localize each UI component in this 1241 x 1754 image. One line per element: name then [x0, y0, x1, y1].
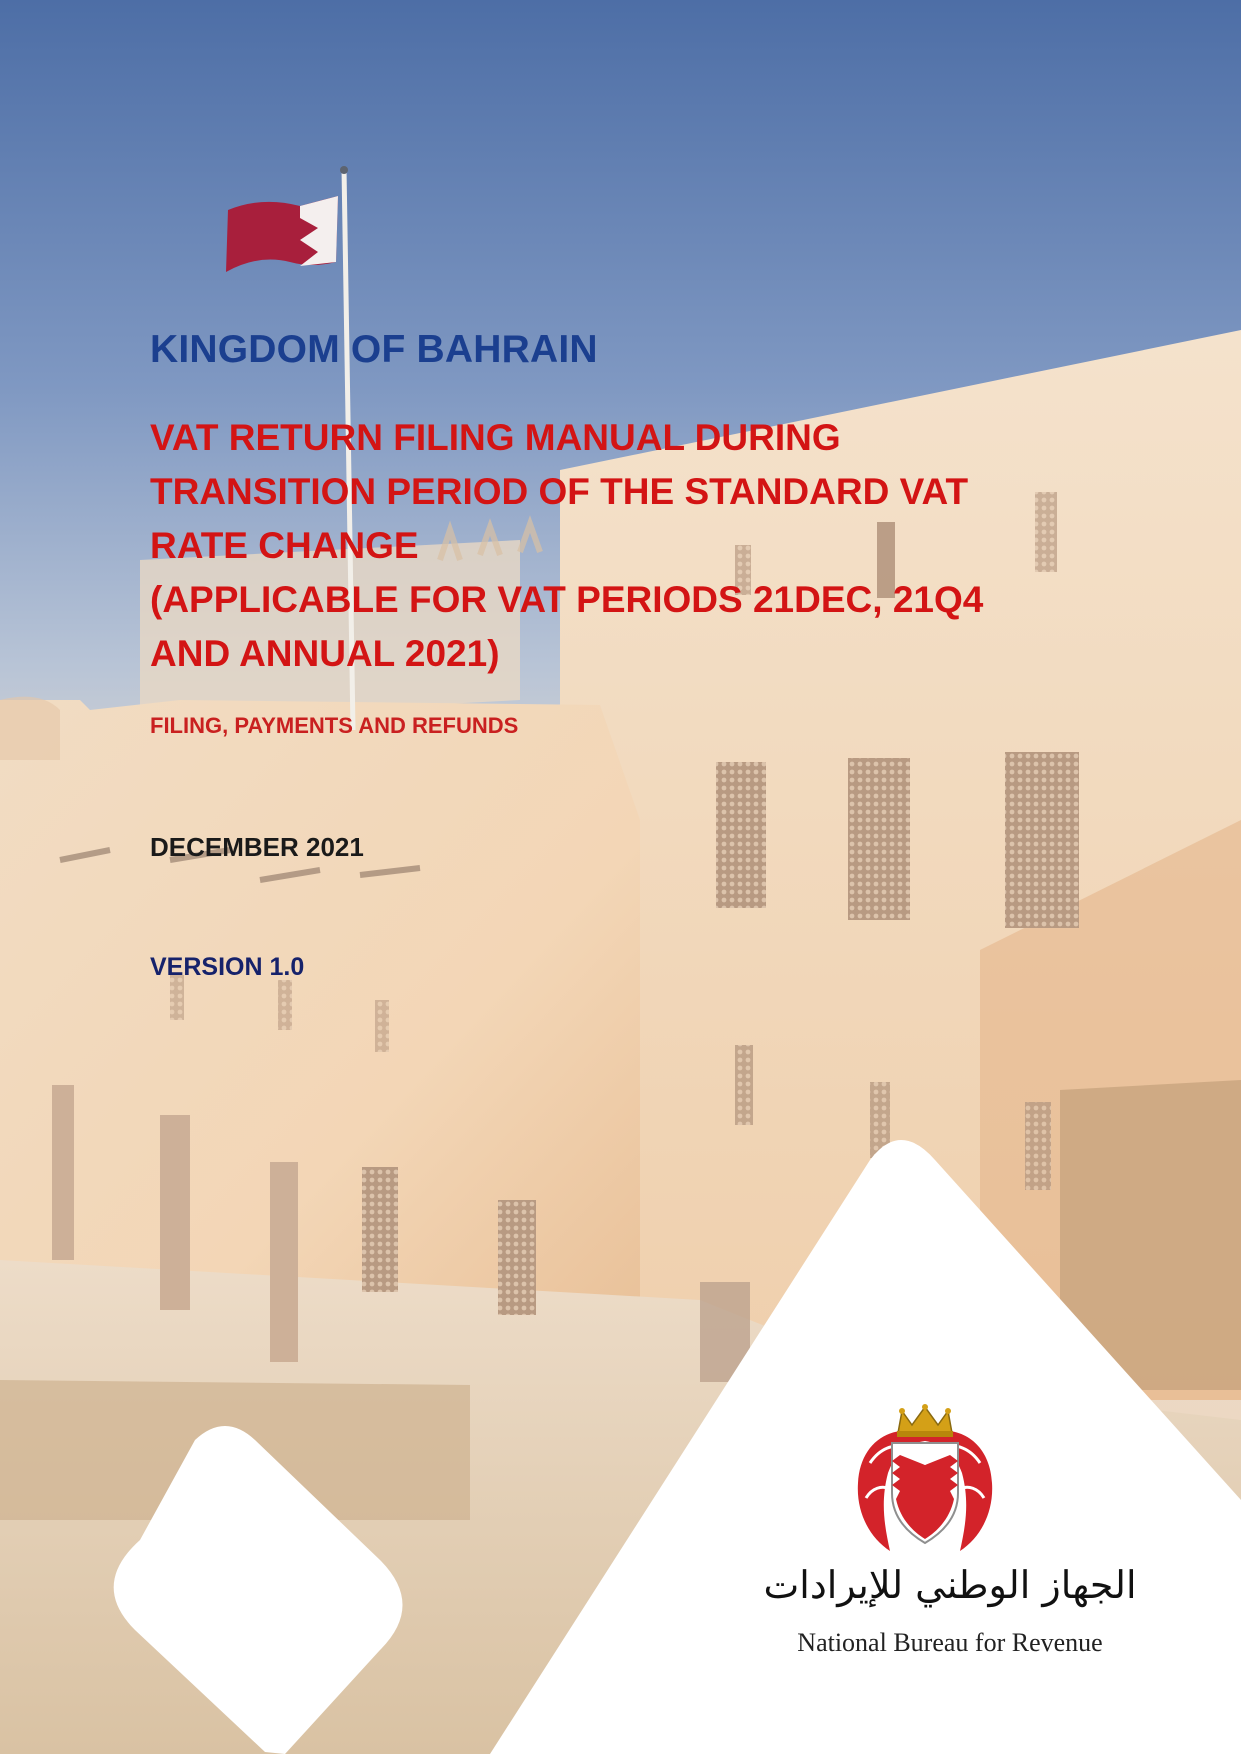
bahrain-coat-of-arms-icon	[850, 1403, 1000, 1555]
document-subtitle: FILING, PAYMENTS AND REFUNDS	[150, 713, 519, 738]
title-line: (APPLICABLE FOR VAT PERIODS 21DEC, 21Q4	[150, 579, 984, 620]
publication-date: DECEMBER 2021	[150, 832, 364, 862]
title-line: VAT RETURN FILING MANUAL DURING	[150, 417, 841, 458]
title-line: AND ANNUAL 2021)	[150, 633, 500, 674]
arabic-organization-name: الجهاز الوطني للإيرادات	[763, 1563, 1137, 1607]
country-heading: KINGDOM OF BAHRAIN	[150, 328, 598, 371]
nbr-logo	[730, 1395, 1170, 1675]
document-version: VERSION 1.0	[150, 953, 305, 981]
document-title	[150, 411, 1050, 681]
english-organization-name: National Bureau for Revenue	[797, 1628, 1103, 1657]
title-line: RATE CHANGE	[150, 525, 419, 566]
title-line: TRANSITION PERIOD OF THE STANDARD VAT	[150, 471, 969, 512]
